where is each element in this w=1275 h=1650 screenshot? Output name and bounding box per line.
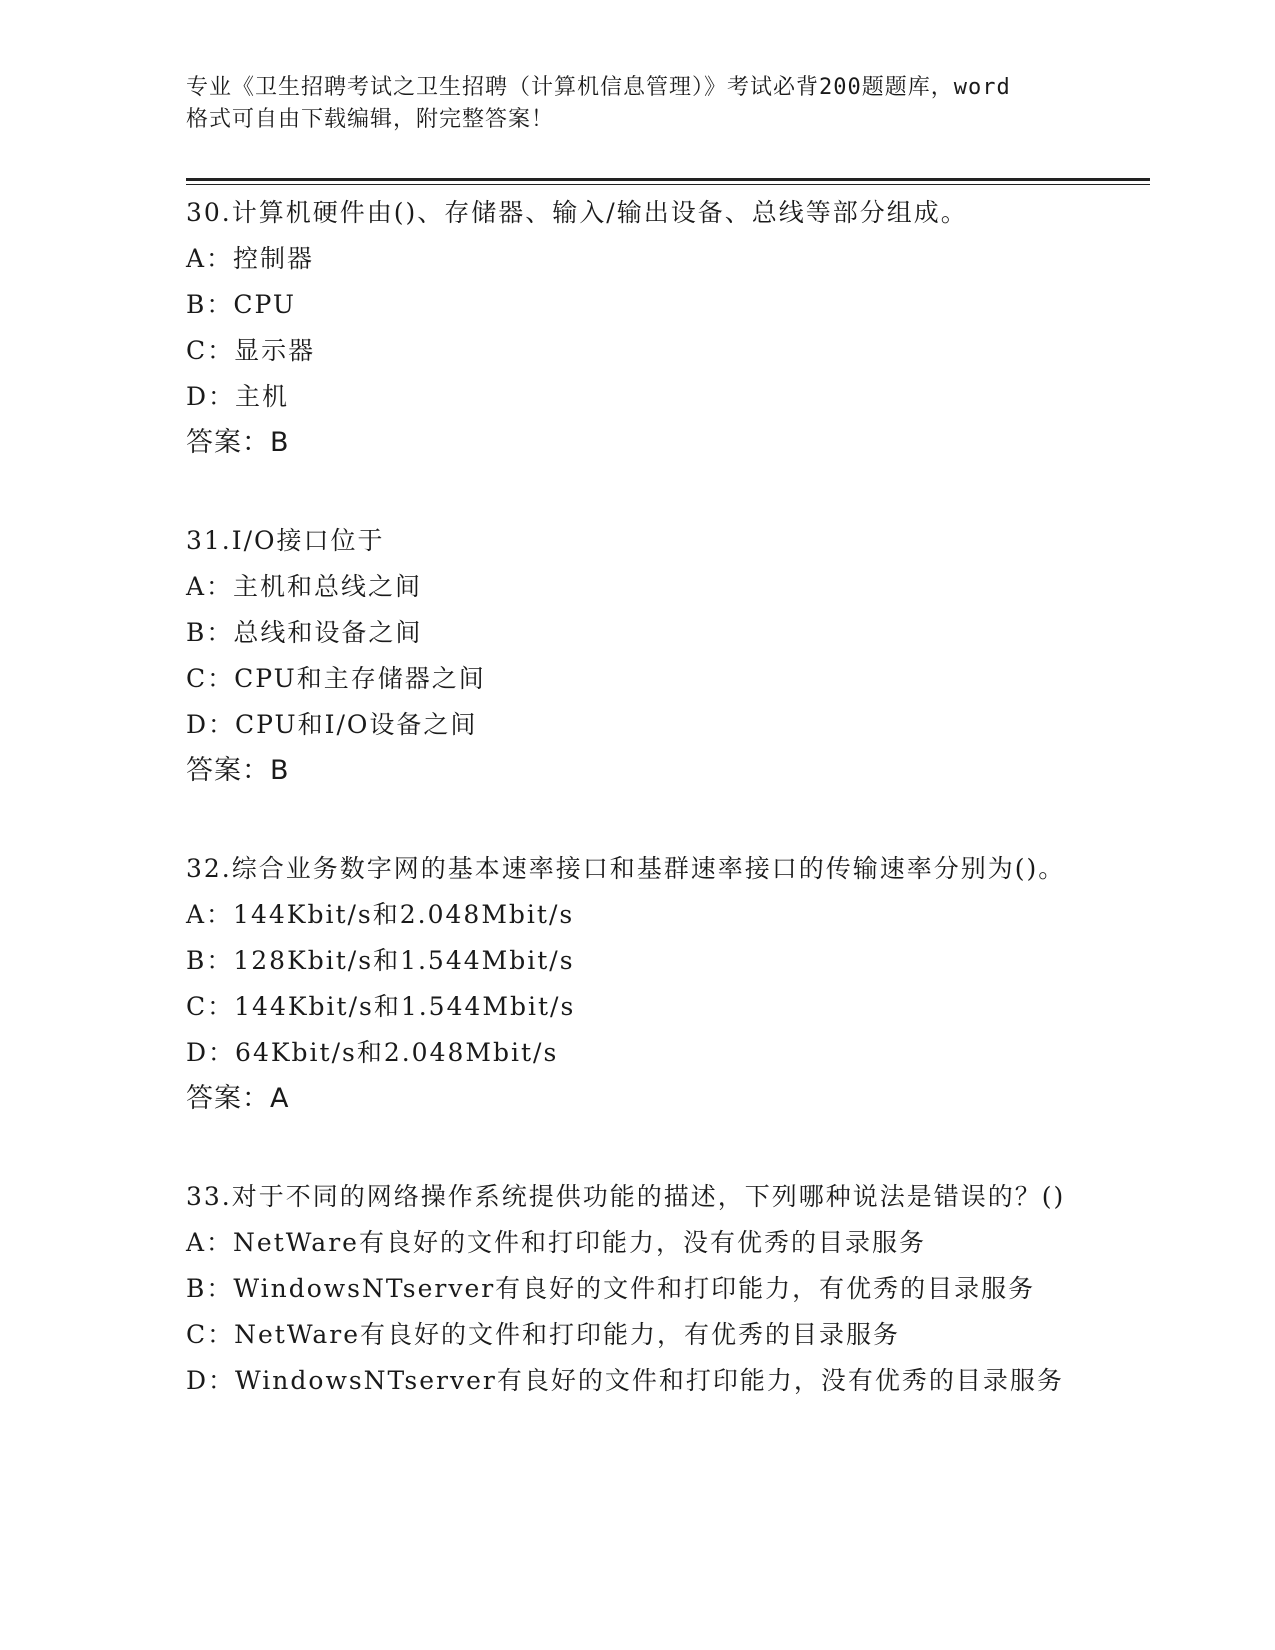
option-a: A：控制器 <box>186 244 315 273</box>
option-d: D：64Kbit/s和2.048Mbit/s <box>186 1038 559 1067</box>
option-b: B：128Kbit/s和1.544Mbit/s <box>186 946 575 975</box>
question-33 <box>186 1174 1086 1404</box>
header-line-1: 专业《卫生招聘考试之卫生招聘（计算机信息管理）》考试必背200题题库，word <box>186 75 1011 100</box>
question-list <box>186 190 1086 1456</box>
option-d: D：WindowsNTserver有良好的文件和打印能力，没有优秀的目录服务 <box>186 1366 1064 1395</box>
option-d: D：CPU和I/O设备之间 <box>186 710 478 739</box>
option-a: A：主机和总线之间 <box>186 572 423 601</box>
option-c: C：144Kbit/s和1.544Mbit/s <box>186 992 576 1021</box>
answer-line: 答案：B <box>186 755 290 786</box>
option-b: B：总线和设备之间 <box>186 618 423 647</box>
option-c: C：显示器 <box>186 336 316 365</box>
question-text: 30.计算机硬件由()、存储器、输入/输出设备、总线等部分组成。 <box>186 198 968 227</box>
option-a: A：NetWare有良好的文件和打印能力，没有优秀的目录服务 <box>186 1228 926 1257</box>
answer-line: 答案：A <box>186 1083 290 1114</box>
header-divider-thin <box>186 184 1150 185</box>
option-b: B：WindowsNTserver有良好的文件和打印能力，有优秀的目录服务 <box>186 1274 1036 1303</box>
question-text: 33.对于不同的网络操作系统提供功能的描述，下列哪种说法是错误的？() <box>186 1182 1066 1211</box>
question-30 <box>186 190 1086 466</box>
option-d: D：主机 <box>186 382 290 411</box>
question-31 <box>186 518 1086 794</box>
question-text: 31.I/O接口位于 <box>186 526 385 555</box>
option-c: C：NetWare有良好的文件和打印能力，有优秀的目录服务 <box>186 1320 901 1349</box>
header-line-2: 格式可自由下载编辑，附完整答案！ <box>186 107 555 132</box>
option-a: A：144Kbit/s和2.048Mbit/s <box>186 900 575 929</box>
option-b: B：CPU <box>186 290 296 319</box>
question-32 <box>186 846 1086 1122</box>
option-c: C：CPU和主存储器之间 <box>186 664 486 693</box>
question-text: 32.综合业务数字网的基本速率接口和基群速率接口的传输速率分别为()。 <box>186 854 1066 883</box>
answer-line: 答案：B <box>186 427 290 458</box>
document-header <box>186 72 1086 136</box>
header-divider-thick <box>186 178 1150 181</box>
